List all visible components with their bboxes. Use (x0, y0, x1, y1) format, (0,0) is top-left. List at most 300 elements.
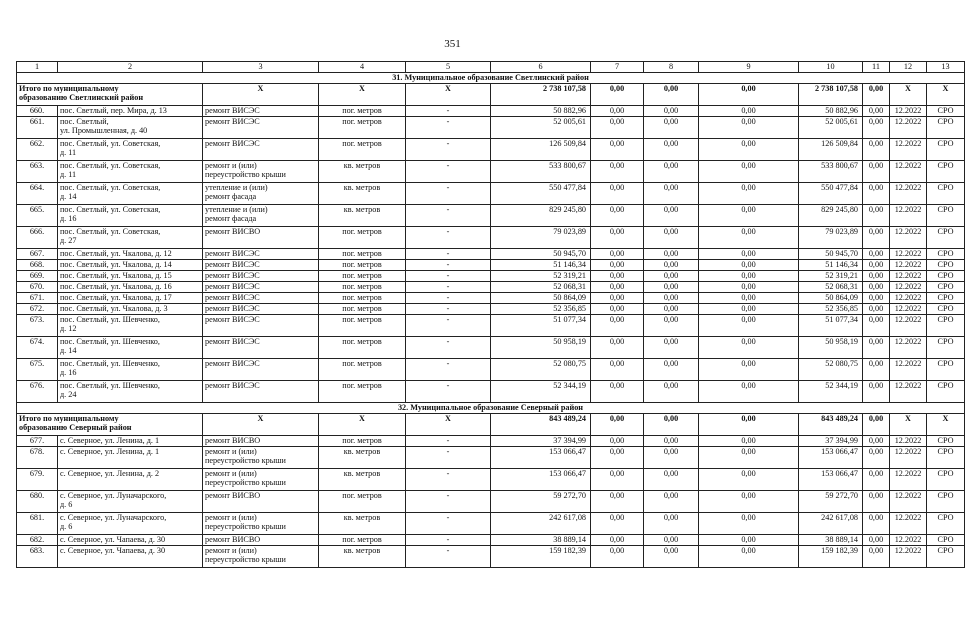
section-title: 32. Муниципальное образование Северный район (17, 403, 965, 414)
table-cell: СРО (927, 161, 965, 183)
table-cell: - (406, 359, 491, 381)
table-cell: 0,00 (591, 117, 644, 139)
table-cell: пог. метров (319, 139, 406, 161)
table-cell: СРО (927, 304, 965, 315)
table-cell: 0,00 (863, 271, 890, 282)
table-cell: ремонт ВИСЭС (203, 337, 319, 359)
table-cell: 0,00 (863, 469, 890, 491)
table-cell: 52 356,85 (799, 304, 863, 315)
total-cell: X (890, 84, 927, 106)
table-cell: 829 245,80 (491, 205, 591, 227)
table-cell: 50 882,96 (799, 106, 863, 117)
table-cell: 153 066,47 (799, 447, 863, 469)
table-cell: 12.2022 (890, 260, 927, 271)
table-cell: 0,00 (699, 271, 799, 282)
column-header: 8 (644, 62, 699, 73)
table-row (17, 436, 965, 447)
table-row (17, 106, 965, 117)
total-cell: 843 489,24 (491, 414, 591, 436)
total-cell: X (927, 414, 965, 436)
table-cell: ремонт и (или) переустройство крыши (203, 161, 319, 183)
table-cell: пос. Светлый, ул. Чкалова, д. 3 (58, 304, 203, 315)
table-cell: 0,00 (644, 282, 699, 293)
table-cell: 50 945,70 (799, 249, 863, 260)
table-cell: кв. метров (319, 447, 406, 469)
total-cell: 0,00 (863, 84, 890, 106)
table-cell: 660. (17, 106, 58, 117)
total-cell: 0,00 (591, 84, 644, 106)
table-cell: СРО (927, 315, 965, 337)
table-cell: СРО (927, 106, 965, 117)
table-cell: 663. (17, 161, 58, 183)
total-cell: 0,00 (863, 414, 890, 436)
table-cell: 0,00 (863, 491, 890, 513)
table-cell: СРО (927, 227, 965, 249)
table-cell: СРО (927, 183, 965, 205)
table-cell: СРО (927, 139, 965, 161)
table-cell: 0,00 (591, 227, 644, 249)
table-cell: 0,00 (644, 139, 699, 161)
table-cell: 0,00 (591, 293, 644, 304)
total-cell: 0,00 (644, 84, 699, 106)
table-cell: с. Северное, ул. Луначарского, д. 6 (58, 491, 203, 513)
table-cell: СРО (927, 282, 965, 293)
table-cell: 153 066,47 (491, 469, 591, 491)
table-cell: пог. метров (319, 436, 406, 447)
table-cell: 677. (17, 436, 58, 447)
table-cell: 0,00 (699, 359, 799, 381)
table-cell: 0,00 (644, 447, 699, 469)
table-cell: 0,00 (699, 117, 799, 139)
total-label: Итого по муниципальному образованию Светлинский район (17, 84, 203, 106)
table-cell: 666. (17, 227, 58, 249)
table-cell: 0,00 (644, 183, 699, 205)
table-cell: 0,00 (863, 183, 890, 205)
table-cell: 671. (17, 293, 58, 304)
table-cell: 683. (17, 546, 58, 568)
table-cell: 0,00 (699, 293, 799, 304)
table-cell: 0,00 (644, 117, 699, 139)
table-cell: СРО (927, 513, 965, 535)
table-cell: 0,00 (699, 183, 799, 205)
table-cell: 0,00 (591, 315, 644, 337)
table-cell: 0,00 (591, 205, 644, 227)
table-cell: с. Северное, ул. Чапаева, д. 30 (58, 546, 203, 568)
section-title-row (17, 403, 965, 414)
table-cell: 0,00 (699, 513, 799, 535)
table-cell: 0,00 (644, 535, 699, 546)
table-cell: 669. (17, 271, 58, 282)
table-cell: 52 005,61 (491, 117, 591, 139)
table-cell: ремонт ВИСЭС (203, 304, 319, 315)
table-cell: 50 882,96 (491, 106, 591, 117)
table-cell: - (406, 381, 491, 403)
table-cell: пос. Светлый, ул. Шевченко, д. 14 (58, 337, 203, 359)
table-cell: 37 394,99 (799, 436, 863, 447)
table-row (17, 381, 965, 403)
table-cell: 0,00 (644, 359, 699, 381)
table-cell: - (406, 106, 491, 117)
table-cell: 0,00 (863, 304, 890, 315)
total-cell: X (406, 84, 491, 106)
table-cell: 0,00 (644, 381, 699, 403)
table-cell: ремонт ВИСЭС (203, 271, 319, 282)
table-cell: СРО (927, 436, 965, 447)
table-cell: ремонт ВИСЭС (203, 293, 319, 304)
table-cell: 0,00 (644, 546, 699, 568)
table-cell: ремонт ВИСЭС (203, 315, 319, 337)
table-cell: 0,00 (863, 249, 890, 260)
table-cell: 242 617,08 (491, 513, 591, 535)
table-cell: 12.2022 (890, 304, 927, 315)
table-cell: 550 477,84 (491, 183, 591, 205)
column-header: 13 (927, 62, 965, 73)
table-cell: 0,00 (591, 260, 644, 271)
table-cell: 52 005,61 (799, 117, 863, 139)
table-cell: 0,00 (644, 304, 699, 315)
table-cell: пог. метров (319, 381, 406, 403)
total-cell: 2 738 107,58 (491, 84, 591, 106)
total-cell: 0,00 (591, 414, 644, 436)
table-cell: пог. метров (319, 249, 406, 260)
table-cell: - (406, 260, 491, 271)
total-cell: X (927, 84, 965, 106)
table-cell: 52 080,75 (491, 359, 591, 381)
table-cell: 678. (17, 447, 58, 469)
total-cell: X (890, 414, 927, 436)
table-cell: 0,00 (699, 161, 799, 183)
column-header: 12 (890, 62, 927, 73)
table-cell: пог. метров (319, 304, 406, 315)
table-row (17, 183, 965, 205)
table-cell: 52 068,31 (799, 282, 863, 293)
table-cell: 52 319,21 (799, 271, 863, 282)
column-header: 11 (863, 62, 890, 73)
table-cell: 51 077,34 (799, 315, 863, 337)
table-cell: пог. метров (319, 260, 406, 271)
table-cell: 126 509,84 (491, 139, 591, 161)
table-cell: ремонт ВИСВО (203, 227, 319, 249)
table-cell: ремонт ВИСЭС (203, 359, 319, 381)
table-cell: - (406, 447, 491, 469)
table-cell: ремонт ВИСЭС (203, 282, 319, 293)
column-header-row (17, 62, 965, 73)
table-cell: 52 080,75 (799, 359, 863, 381)
table-cell: 0,00 (863, 161, 890, 183)
table-cell: 12.2022 (890, 183, 927, 205)
table-cell: 662. (17, 139, 58, 161)
table-cell: пос. Светлый, ул. Советская, д. 27 (58, 227, 203, 249)
table-cell: 12.2022 (890, 381, 927, 403)
total-cell: 2 738 107,58 (799, 84, 863, 106)
table-cell: СРО (927, 337, 965, 359)
table-cell: 0,00 (863, 381, 890, 403)
table-cell: 674. (17, 337, 58, 359)
table-cell: 12.2022 (890, 469, 927, 491)
table-cell: ремонт ВИСВО (203, 535, 319, 546)
table-cell: ремонт ВИСЭС (203, 117, 319, 139)
table-cell: 0,00 (699, 260, 799, 271)
table-cell: 12.2022 (890, 315, 927, 337)
total-cell: 843 489,24 (799, 414, 863, 436)
table-cell: 12.2022 (890, 282, 927, 293)
table-cell: 676. (17, 381, 58, 403)
table-cell: 829 245,80 (799, 205, 863, 227)
total-cell: X (319, 414, 406, 436)
table-cell: 672. (17, 304, 58, 315)
table-cell: - (406, 436, 491, 447)
table-cell: 0,00 (591, 249, 644, 260)
table-cell: 52 356,85 (491, 304, 591, 315)
table-cell: 670. (17, 282, 58, 293)
table-cell: 0,00 (863, 447, 890, 469)
table-cell: 0,00 (591, 337, 644, 359)
table-row (17, 304, 965, 315)
table-cell: пос. Светлый, ул. Чкалова, д. 17 (58, 293, 203, 304)
table-cell: 0,00 (644, 469, 699, 491)
table-cell: 38 889,14 (799, 535, 863, 546)
table-cell: 59 272,70 (799, 491, 863, 513)
table-row (17, 359, 965, 381)
page-number: 351 (444, 38, 461, 50)
table-cell: кв. метров (319, 161, 406, 183)
table-cell: 12.2022 (890, 117, 927, 139)
table-cell: 679. (17, 469, 58, 491)
table-cell: с. Северное, ул. Ленина, д. 1 (58, 436, 203, 447)
table-cell: 12.2022 (890, 491, 927, 513)
table-cell: 0,00 (699, 491, 799, 513)
table-cell: 0,00 (644, 161, 699, 183)
table-cell: 0,00 (591, 139, 644, 161)
table-cell: 59 272,70 (491, 491, 591, 513)
table-cell: 12.2022 (890, 249, 927, 260)
table-row (17, 535, 965, 546)
table-cell: 242 617,08 (799, 513, 863, 535)
table-cell: пог. метров (319, 491, 406, 513)
table-row (17, 260, 965, 271)
table-cell: 0,00 (699, 381, 799, 403)
table-cell: с. Северное, ул. Чапаева, д. 30 (58, 535, 203, 546)
section-title: 31. Муниципальное образование Светлинский район (17, 73, 965, 84)
table-cell: пос. Светлый, ул. Советская, д. 11 (58, 139, 203, 161)
table-cell: ремонт ВИСЭС (203, 139, 319, 161)
table-row (17, 293, 965, 304)
table-cell: ремонт и (или) переустройство крыши (203, 447, 319, 469)
section-total-row (17, 414, 965, 436)
capital-repair-table (16, 61, 965, 568)
table-cell: - (406, 205, 491, 227)
table-cell: пос. Светлый, ул. Промышленная, д. 40 (58, 117, 203, 139)
table-cell: ремонт ВИСЭС (203, 381, 319, 403)
table-cell: 52 068,31 (491, 282, 591, 293)
table-cell: пог. метров (319, 535, 406, 546)
table-cell: с. Северное, ул. Ленина, д. 1 (58, 447, 203, 469)
table-cell: 0,00 (699, 469, 799, 491)
table-row (17, 205, 965, 227)
table-cell: 51 077,34 (491, 315, 591, 337)
table-cell: 0,00 (644, 260, 699, 271)
total-cell: X (203, 414, 319, 436)
table-cell: 12.2022 (890, 359, 927, 381)
table-cell: 0,00 (591, 436, 644, 447)
table-cell: 0,00 (863, 282, 890, 293)
table-cell: пог. метров (319, 106, 406, 117)
column-header: 10 (799, 62, 863, 73)
table-cell: - (406, 227, 491, 249)
table-cell: ремонт ВИСЭС (203, 260, 319, 271)
table-cell: 12.2022 (890, 271, 927, 282)
table-cell: 0,00 (644, 227, 699, 249)
table-cell: СРО (927, 249, 965, 260)
table-cell: 0,00 (644, 106, 699, 117)
table-cell: 0,00 (863, 546, 890, 568)
table-cell: СРО (927, 491, 965, 513)
table-cell: ремонт и (или) переустройство крыши (203, 469, 319, 491)
total-cell: X (203, 84, 319, 106)
table-cell: 12.2022 (890, 535, 927, 546)
table-cell: пос. Светлый, ул. Чкалова, д. 16 (58, 282, 203, 293)
table-cell: 0,00 (591, 535, 644, 546)
table-cell: 52 344,19 (491, 381, 591, 403)
section-total-row (17, 84, 965, 106)
table-cell: - (406, 249, 491, 260)
table-cell: 0,00 (644, 491, 699, 513)
table-row (17, 469, 965, 491)
table-cell: 0,00 (644, 249, 699, 260)
table-cell: 159 182,39 (491, 546, 591, 568)
table-cell: пос. Светлый, ул. Советская, д. 14 (58, 183, 203, 205)
table-cell: 12.2022 (890, 546, 927, 568)
table-cell: 0,00 (591, 282, 644, 293)
table-cell: СРО (927, 447, 965, 469)
table-cell: 668. (17, 260, 58, 271)
total-cell: 0,00 (699, 84, 799, 106)
table-cell: СРО (927, 546, 965, 568)
total-cell: 0,00 (699, 414, 799, 436)
table-cell: 673. (17, 315, 58, 337)
table-cell: ремонт ВИСЭС (203, 106, 319, 117)
table-row (17, 117, 965, 139)
table-row (17, 513, 965, 535)
table-cell: 50 864,09 (799, 293, 863, 304)
table-cell: 661. (17, 117, 58, 139)
table-row (17, 337, 965, 359)
table-cell: кв. метров (319, 546, 406, 568)
table-cell: пос. Светлый, ул. Советская, д. 11 (58, 161, 203, 183)
table-row (17, 161, 965, 183)
table-cell: - (406, 117, 491, 139)
table-cell: 681. (17, 513, 58, 535)
table-cell: СРО (927, 117, 965, 139)
table-cell: 0,00 (644, 271, 699, 282)
table-cell: 0,00 (644, 337, 699, 359)
table-cell: 0,00 (644, 205, 699, 227)
table-cell: 0,00 (863, 205, 890, 227)
table-cell: 0,00 (699, 337, 799, 359)
table-cell: 0,00 (863, 513, 890, 535)
table-cell: 0,00 (863, 315, 890, 337)
table-cell: 0,00 (699, 304, 799, 315)
table-cell: кв. метров (319, 469, 406, 491)
table-cell: ремонт и (или) переустройство крыши (203, 546, 319, 568)
table-row (17, 227, 965, 249)
table-cell: 12.2022 (890, 337, 927, 359)
table-row (17, 447, 965, 469)
table-cell: 51 146,34 (799, 260, 863, 271)
table-cell: - (406, 271, 491, 282)
table-cell: 0,00 (699, 447, 799, 469)
table-cell: 0,00 (863, 106, 890, 117)
table-cell: СРО (927, 535, 965, 546)
table-cell: СРО (927, 469, 965, 491)
table-cell: - (406, 513, 491, 535)
table-cell: СРО (927, 205, 965, 227)
table-cell: 12.2022 (890, 293, 927, 304)
table-cell: ремонт ВИСВО (203, 436, 319, 447)
table-cell: 0,00 (699, 282, 799, 293)
table-cell: 0,00 (699, 546, 799, 568)
table-cell: 0,00 (644, 436, 699, 447)
table-cell: пог. метров (319, 337, 406, 359)
table-cell: 0,00 (591, 161, 644, 183)
table-cell: 50 945,70 (491, 249, 591, 260)
total-label: Итого по муниципальному образованию Северный район (17, 414, 203, 436)
table-cell: - (406, 139, 491, 161)
table-cell: утепление и (или) ремонт фасада (203, 205, 319, 227)
table-cell: 37 394,99 (491, 436, 591, 447)
table-cell: 153 066,47 (799, 469, 863, 491)
table-cell: 0,00 (863, 293, 890, 304)
table-cell: пог. метров (319, 282, 406, 293)
table-cell: - (406, 161, 491, 183)
table-cell: 38 889,14 (491, 535, 591, 546)
table-cell: кв. метров (319, 513, 406, 535)
column-header: 2 (58, 62, 203, 73)
table-cell: СРО (927, 260, 965, 271)
table-cell: 0,00 (699, 205, 799, 227)
table-cell: 0,00 (699, 139, 799, 161)
table-cell: - (406, 469, 491, 491)
table-cell: пос. Светлый, ул. Шевченко, д. 24 (58, 381, 203, 403)
table-row (17, 491, 965, 513)
table-cell: 12.2022 (890, 447, 927, 469)
table-cell: 0,00 (699, 535, 799, 546)
table-cell: 0,00 (591, 106, 644, 117)
column-header: 5 (406, 62, 491, 73)
table-cell: кв. метров (319, 183, 406, 205)
table-cell: 0,00 (644, 513, 699, 535)
table-cell: 0,00 (699, 227, 799, 249)
table-cell: 0,00 (591, 469, 644, 491)
table-cell: ремонт ВИСВО (203, 491, 319, 513)
table-cell: 0,00 (591, 381, 644, 403)
column-header: 9 (699, 62, 799, 73)
table-cell: 675. (17, 359, 58, 381)
table-cell: 533 800,67 (799, 161, 863, 183)
table-cell: 159 182,39 (799, 546, 863, 568)
table-cell: 0,00 (863, 260, 890, 271)
table-cell: пог. метров (319, 359, 406, 381)
table-cell: 79 023,89 (491, 227, 591, 249)
table-cell: 0,00 (591, 546, 644, 568)
table-cell: кв. метров (319, 205, 406, 227)
table-cell: 0,00 (699, 249, 799, 260)
table-cell: 52 344,19 (799, 381, 863, 403)
table-cell: с. Северное, ул. Ленина, д. 2 (58, 469, 203, 491)
table-cell: 0,00 (591, 491, 644, 513)
table-cell: 0,00 (644, 293, 699, 304)
total-cell: 0,00 (644, 414, 699, 436)
